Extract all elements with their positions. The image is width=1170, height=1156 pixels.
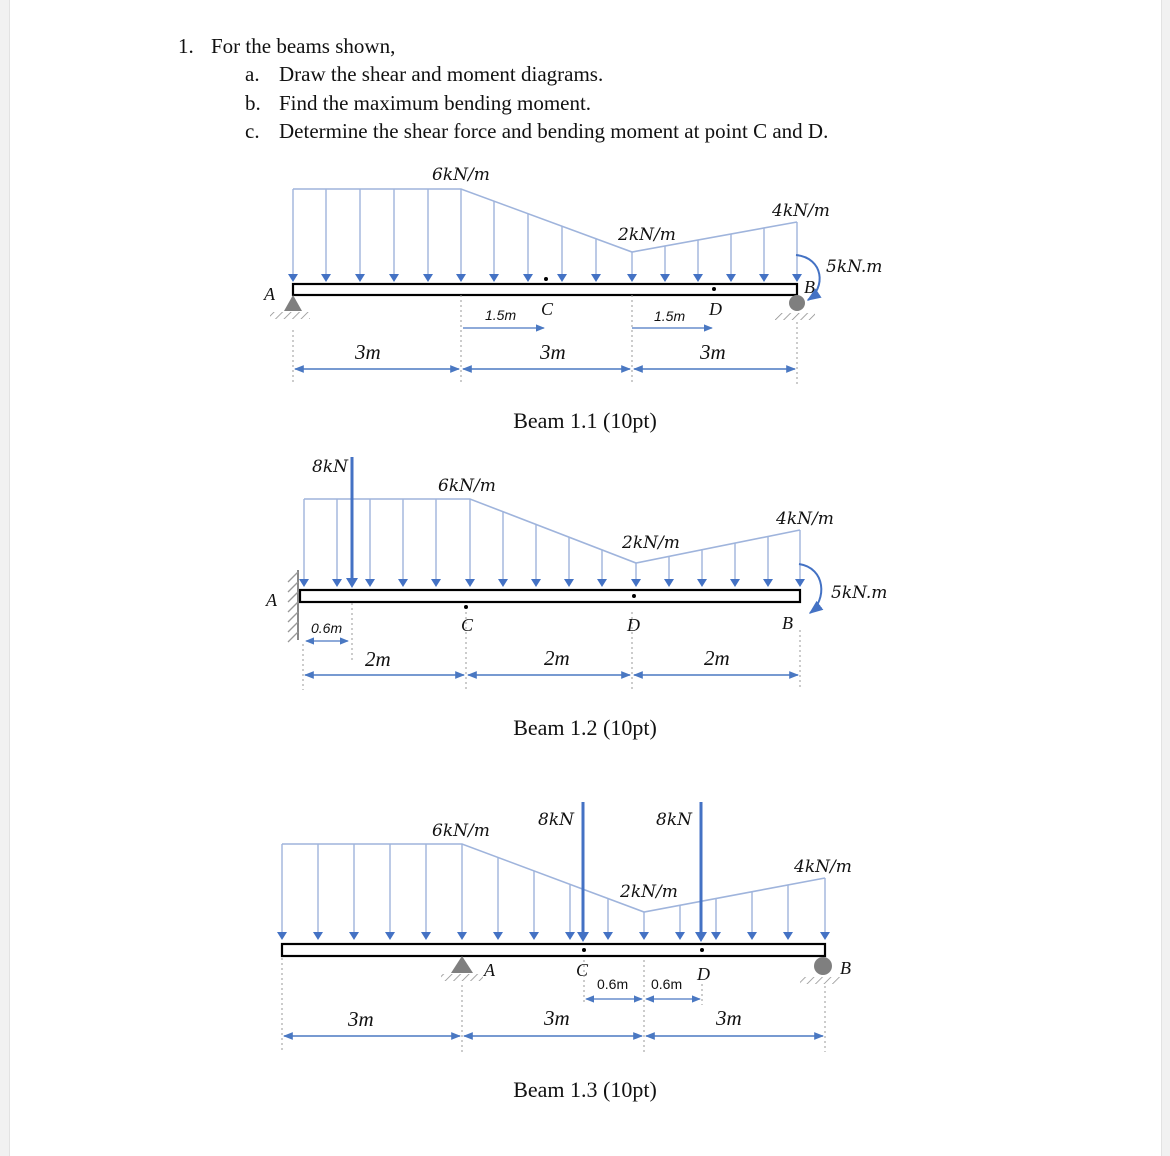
beam-1-3-point-c: C: [576, 960, 589, 980]
part-a-text: Draw the shear and moment diagrams.: [279, 62, 604, 86]
beam-1-2-caption: Beam 1.2 (10pt): [513, 715, 657, 740]
beam-1-1-w-left-label: 6kN/m: [432, 165, 490, 185]
beam-1-2-point-d-marker: [632, 594, 636, 598]
beam-1-3-span-1: 3m: [348, 1007, 374, 1031]
beam-1-1-point-c: C: [541, 299, 554, 319]
beam-1-2-span-3: 2m: [704, 646, 730, 670]
beam-1-3-c-offset: 0.6m: [597, 976, 629, 992]
beam-1-3-point-load-1: [577, 802, 589, 942]
beam-1-2-distributed-load: [299, 499, 805, 587]
beam-1-1-span-2: 3m: [540, 340, 566, 364]
beam-1-3-point-d-marker: [700, 948, 704, 952]
beam-1-1-distributed-load: [288, 189, 802, 282]
beam-1-1-caption: Beam 1.1 (10pt): [513, 408, 657, 433]
beam-1-1-c-offset: 1.5m: [485, 307, 517, 323]
beam-1-1: [263, 165, 882, 433]
beam-1-1-moment-label: 5kN.m: [826, 257, 883, 277]
beam-1-3-point-c-marker: [582, 948, 586, 952]
part-a-letter: a.: [245, 62, 260, 86]
part-b-letter: b.: [245, 91, 261, 115]
beam-1-2-point-c: C: [461, 615, 474, 635]
beam-1-1-point-b: B: [804, 277, 815, 297]
beam-1-2-point-load-label: 8kN: [312, 457, 348, 477]
beam-1-3-w-mid-label: 2kN/m: [620, 882, 678, 902]
beam-1-3-extension-lines: [282, 958, 825, 1052]
beam-1-3-pin-support-a: [441, 956, 483, 981]
beam-1-3-span-3: 3m: [716, 1006, 742, 1030]
beam-1-2-point-a: A: [266, 590, 277, 610]
beam-1-2-moment-label: 5kN.m: [831, 583, 888, 603]
beam-1-3-roller-support-b: [800, 957, 840, 984]
beam-1-2-point-b: B: [782, 613, 793, 633]
beam-1-2-span-1: 2m: [365, 647, 391, 671]
beam-1-3-point-a: A: [484, 960, 495, 980]
beam-1-2-p-offset: 0.6m: [311, 620, 343, 636]
beam-1-1-pin-support-a: [270, 295, 310, 319]
beam-1-3-p1-label: 8kN: [538, 810, 574, 830]
beam-1-1-member: [293, 284, 797, 295]
beam-1-3-point-load-2: [695, 802, 707, 942]
beam-1-1-d-offset: 1.5m: [654, 308, 686, 324]
beam-1-3-member: [282, 944, 825, 956]
beam-1-3-w-left-label: 6kN/m: [432, 821, 490, 841]
beam-1-1-point-d: D: [709, 299, 722, 319]
beam-1-3-span-2: 3m: [544, 1006, 570, 1030]
beam-1-2-fixed-support-a: [288, 570, 298, 642]
beam-1-2-point-d: D: [627, 615, 640, 635]
beam-1-3-caption: Beam 1.3 (10pt): [513, 1077, 657, 1102]
part-b-text: Find the maximum bending moment.: [279, 91, 592, 115]
beam-1-2-applied-moment: [799, 564, 821, 613]
beam-1-1-point-a: A: [264, 284, 275, 304]
beam-1-3-p2-label: 8kN: [656, 810, 692, 830]
beam-1-2-point-c-marker: [464, 605, 468, 609]
beam-1-3-w-right-label: 4kN/m: [794, 857, 852, 877]
beam-1-3-point-b: B: [840, 958, 851, 978]
beam-1-3-distributed-load: [277, 844, 830, 940]
beam-1-2-w-left-label: 6kN/m: [438, 476, 496, 496]
beam-1-2: [265, 457, 887, 740]
beam-1-2-w-right-label: 4kN/m: [776, 509, 834, 529]
question-number: 1.: [178, 34, 194, 58]
beam-1-1-w-mid-label: 2kN/m: [618, 225, 676, 245]
question-intro: For the beams shown,: [211, 34, 396, 58]
beam-1-2-w-mid-label: 2kN/m: [622, 533, 680, 553]
part-c-letter: c.: [245, 119, 260, 143]
beam-1-1-span-3: 3m: [700, 340, 726, 364]
beam-1-1-w-right-label: 4kN/m: [772, 201, 830, 221]
beam-1-3-d-offset: 0.6m: [651, 976, 683, 992]
beam-1-3-point-d: D: [697, 964, 710, 984]
beam-1-1-point-c-marker: [544, 277, 548, 281]
beam-1-2-member: [300, 590, 800, 602]
beam-1-2-span-2: 2m: [544, 646, 570, 670]
beam-1-3: [277, 802, 852, 1102]
part-c-text: Determine the shear force and bending moment at point C and D.: [279, 119, 829, 143]
beam-1-1-span-1: 3m: [355, 340, 381, 364]
beam-1-1-point-d-marker: [712, 287, 716, 291]
